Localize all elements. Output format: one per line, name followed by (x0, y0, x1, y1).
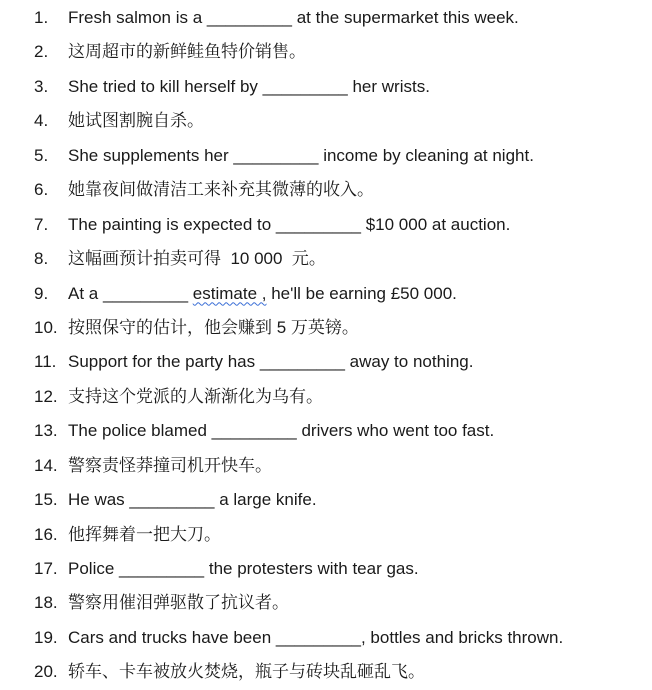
item-text: Cars and trucks have been _________, bottles and bricks thrown. (68, 627, 564, 647)
list-item (0, 552, 652, 586)
item-text: 他挥舞着一把大刀。 (68, 524, 221, 544)
item-text: 警察用催泪弹驱散了抗议者。 (68, 593, 289, 613)
item-number: 1. (34, 8, 49, 27)
item-number: 3. (34, 76, 49, 96)
spellcheck-marked-word[interactable]: estimate , (192, 283, 267, 303)
list-item (0, 586, 652, 620)
list-item (0, 449, 652, 483)
item-number: 15. (34, 490, 58, 510)
item-number: 12. (34, 386, 58, 406)
item-text: 这周超市的新鲜鲑鱼特价销售。 (68, 42, 306, 62)
item-number: 14. (34, 455, 58, 475)
item-number: 16. (34, 524, 58, 544)
list-item (0, 173, 652, 207)
list-item (0, 311, 652, 345)
item-text: 支持这个党派的人渐渐化为乌有。 (68, 386, 323, 406)
item-number: 8. (34, 249, 49, 269)
list-item (0, 277, 652, 311)
list-item (0, 35, 652, 69)
list-item (0, 483, 652, 517)
exercise-list (0, 1, 652, 690)
item-text: 她靠夜间做清洁工来补充其微薄的收入。 (68, 180, 374, 200)
list-item (0, 208, 652, 242)
list-item (0, 380, 652, 414)
list-item (0, 518, 652, 552)
list-item (0, 655, 652, 689)
item-number: 5. (34, 145, 49, 165)
item-text: Support for the party has _________ away to nothing. (68, 352, 474, 372)
list-item (0, 621, 652, 655)
list-item (0, 139, 652, 173)
item-text: Police _________ the protesters with tear gas. (68, 559, 419, 578)
item-number: 18. (34, 593, 58, 613)
item-text: The painting is expected to _________ $10 000 at auction. (68, 214, 511, 234)
item-number: 9. (34, 283, 49, 303)
item-text: 按照保守的估计，他会赚到 5 万英镑。 (68, 317, 359, 337)
item-text-after: he'll be earning £50 000. (266, 283, 457, 303)
item-number: 7. (34, 214, 49, 234)
item-text: She tried to kill herself by _________ her wrists. (68, 76, 430, 96)
item-text: Fresh salmon is a _________ at the supermarket this week. (68, 8, 519, 27)
list-item (0, 70, 652, 104)
item-text-before: At a _________ (68, 283, 193, 303)
item-number: 20. (34, 662, 58, 682)
item-number: 11. (34, 352, 57, 372)
item-number: 10. (34, 317, 58, 337)
item-text: He was _________ a large knife. (68, 490, 317, 510)
item-text: She supplements her _________ income by cleaning at night. (68, 145, 534, 165)
list-item (0, 345, 652, 379)
item-text: 警察责怪莽撞司机开快车。 (68, 455, 272, 475)
item-number: 19. (34, 627, 58, 647)
item-text: 这幅画预计拍卖可得 10 000 元。 (68, 249, 326, 269)
item-number: 2. (34, 42, 49, 62)
list-item (0, 242, 652, 276)
list-item (0, 414, 652, 448)
list-item (0, 1, 652, 35)
item-text: 轿车、卡车被放火焚烧，瓶子与砖块乱砸乱飞。 (68, 662, 425, 682)
item-text (68, 277, 457, 311)
item-number: 17. (34, 559, 58, 578)
item-text: 她试图割腕自杀。 (68, 111, 204, 131)
item-text: The police blamed _________ drivers who went too fast. (68, 421, 495, 441)
item-number: 4. (34, 111, 49, 131)
item-number: 13. (34, 421, 58, 441)
item-number: 6. (34, 180, 49, 200)
list-item (0, 104, 652, 138)
